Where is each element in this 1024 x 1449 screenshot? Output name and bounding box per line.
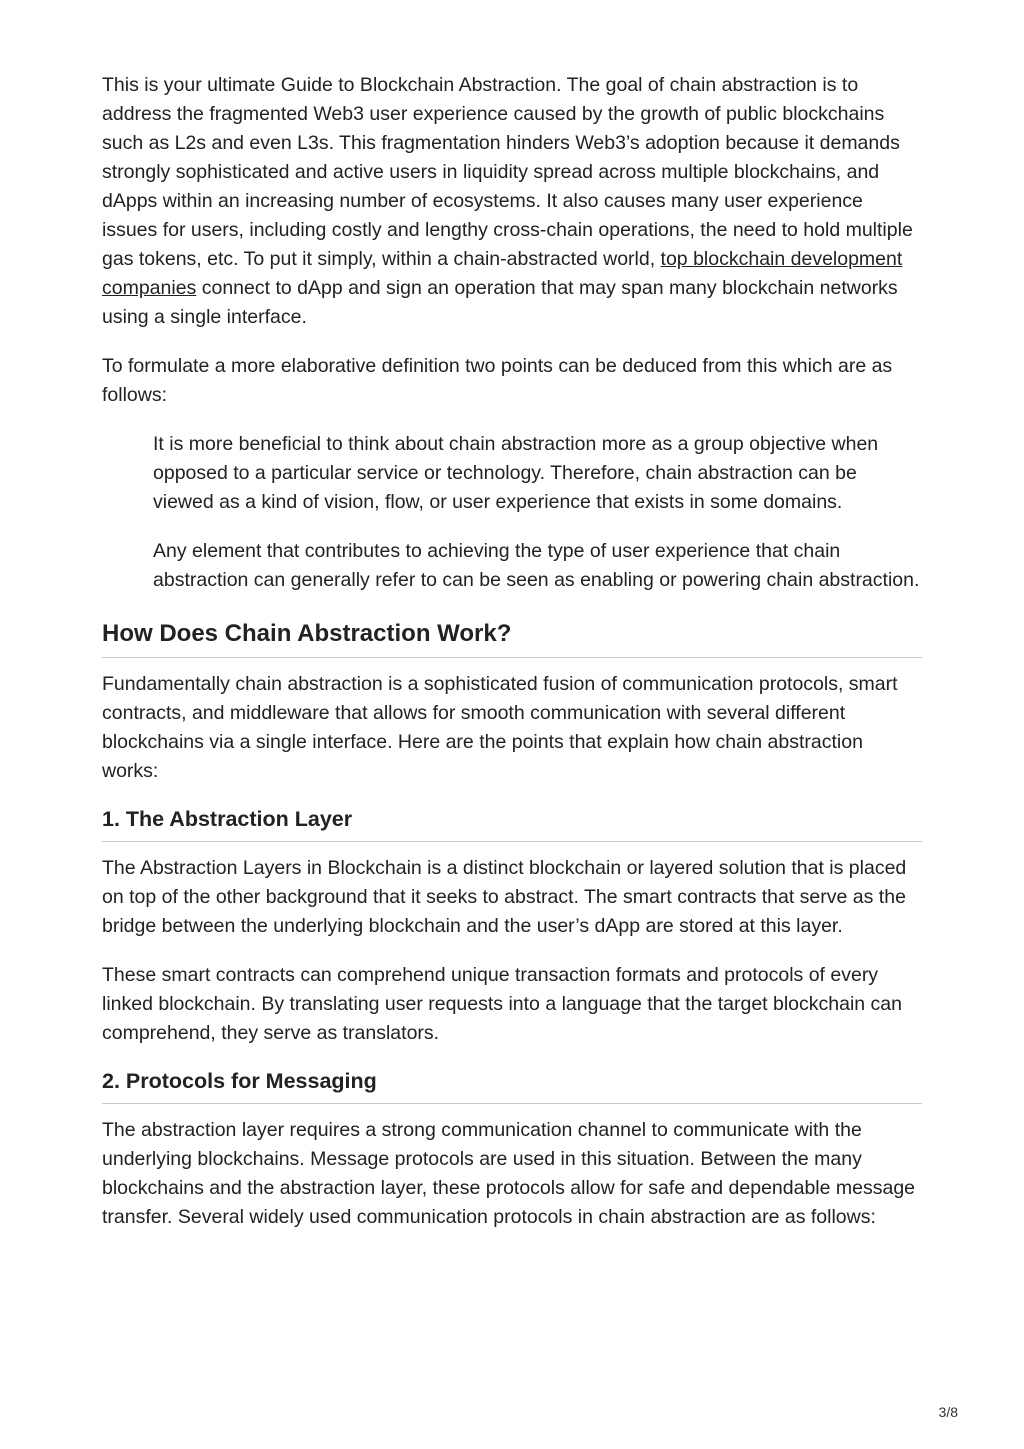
top-blockchain-companies-link[interactable]: top blockchain development companies: [102, 248, 903, 299]
how-it-works-heading: How Does Chain Abstraction Work?: [102, 619, 922, 658]
definition-point-1: It is more beneficial to think about chain abstraction more as a group objective when opposed to a particular service or technology. Therefore, chain abstraction can be viewed as a kind of vision, flow, or user experience that exists in some domains.: [153, 433, 879, 513]
page-number: 3/8: [938, 1404, 958, 1420]
messaging-protocols-paragraph: The abstraction layer requires a strong communication channel to communicate with the underlying blockchains. Message protocols are used in this situation. Between the many blockchains and the abstraction layer, these protocols allow for safe and dependable message transfer. Several widely used communication protocols in chain abstraction are as follows:: [102, 1119, 916, 1228]
document-page: [102, 71, 922, 1252]
definition-point-2: Any element that contributes to achieving the type of user experience that chain abstraction can generally refer to can be seen as enabling or powering chain abstraction.: [153, 540, 920, 591]
intro-paragraph: [102, 71, 922, 332]
abstraction-layer-paragraph-1: The Abstraction Layers in Blockchain is a distinct blockchain or layered solution that is placed on top of the other background that it seeks to abstract. The smart contracts that serve as the bridge between the underlying blockchain and the user’s dApp are stored at this layer.: [102, 857, 907, 937]
definition-intro-paragraph: To formulate a more elaborative definition two points can be deduced from this which are as follows:: [102, 355, 893, 406]
how-it-works-paragraph: Fundamentally chain abstraction is a sophisticated fusion of communication protocols, smart contracts, and middleware that allows for smooth communication with several different blockchains via a single interface. Here are the points that explain how chain abstraction works:: [102, 673, 898, 782]
intro-text-start: This is your ultimate Guide to Blockchain Abstraction. The goal of chain abstraction is to address the fragmented Web3 user experience caused by the growth of public blockchains such as L2s and even L3s. This fragmentation hinders Web3’s adoption because it demands strongly sophisticated and active users in liquidity spread across multiple blockchains, and dApps within an increasing number of ecosystems. It also causes many user experience issues for users, including costly and lengthy cross-chain operations, the need to hold multiple gas tokens, etc. To put it simply, within a chain-abstracted world,: [102, 74, 913, 270]
intro-text-end: connect to dApp and sign an operation that may span many blockchain networks using a single interface.: [102, 277, 898, 328]
messaging-protocols-heading: 2. Protocols for Messaging: [102, 1068, 922, 1104]
abstraction-layer-heading: 1. The Abstraction Layer: [102, 806, 922, 842]
abstraction-layer-paragraph-2: These smart contracts can comprehend unique transaction formats and protocols of every linked blockchain. By translating user requests into a language that the target blockchain can comprehend, they serve as translators.: [102, 964, 902, 1044]
definition-blockquote: [153, 430, 922, 595]
